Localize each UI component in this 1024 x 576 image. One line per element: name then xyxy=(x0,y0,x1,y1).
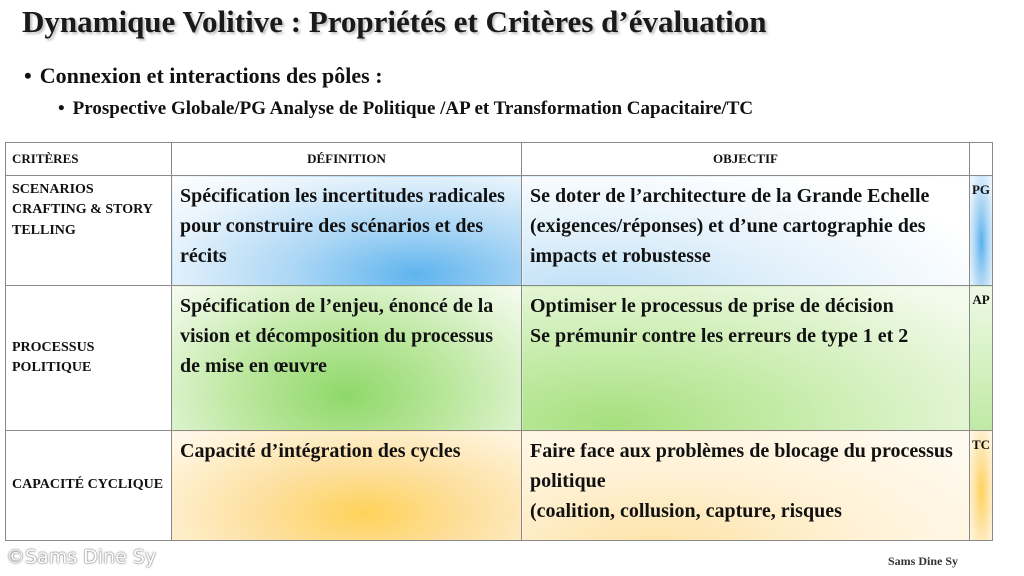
row-abbr: TC xyxy=(970,431,993,541)
header-abbr xyxy=(970,143,993,176)
row-abbr: PG xyxy=(970,176,993,286)
header-definition: DÉFINITION xyxy=(172,143,522,176)
bullet-dot-icon: • xyxy=(24,63,32,88)
header-criteres: CRITÈRES xyxy=(6,143,172,176)
table-row xyxy=(6,286,993,431)
row-abbr: AP xyxy=(970,286,993,431)
row-definition: Spécification les incertitudes radicales pour construire des scénarios et des récits xyxy=(172,176,522,286)
bullet-level2-text: Prospective Globale/PG Analyse de Politique /AP et Transformation Capacitaire/TC xyxy=(72,98,754,119)
table-header-row xyxy=(6,143,993,176)
slide-title: Dynamique Volitive : Propriétés et Critères d’évaluation xyxy=(22,4,767,39)
bullet-level1 xyxy=(24,63,383,89)
footer-author: Sams Dine Sy xyxy=(888,554,959,568)
row-critere: SCENARIOS CRAFTING & STORY TELLING xyxy=(6,176,172,286)
table-row xyxy=(6,176,993,286)
row-critere: PROCESSUS POLITIQUE xyxy=(6,286,172,431)
bullet-level2 xyxy=(58,98,753,120)
row-objectif: Faire face aux problèmes de blocage du processus politique (coalition, collusion, capture, risques xyxy=(522,431,970,541)
row-critere: CAPACITÉ CYCLIQUE xyxy=(6,431,172,541)
row-objectif: Se doter de l’architecture de la Grande Echelle (exigences/réponses) et d’une cartographie des impacts et robustesse xyxy=(522,176,970,286)
table-row xyxy=(6,431,993,541)
watermark-copyright: ©Sams Dine Sy xyxy=(6,546,157,568)
criteria-table xyxy=(5,142,993,541)
bullet-level1-text: Connexion et interactions des pôles : xyxy=(39,63,383,88)
bullet-dot-icon: • xyxy=(58,98,65,119)
header-objectif: OBJECTIF xyxy=(522,143,970,176)
row-objectif: Optimiser le processus de prise de décision Se prémunir contre les erreurs de type 1 et 2 xyxy=(522,286,970,431)
row-definition: Capacité d’intégration des cycles xyxy=(172,431,522,541)
row-definition: Spécification de l’enjeu, énoncé de la vision et décomposition du processus de mise en œuvre xyxy=(172,286,522,431)
